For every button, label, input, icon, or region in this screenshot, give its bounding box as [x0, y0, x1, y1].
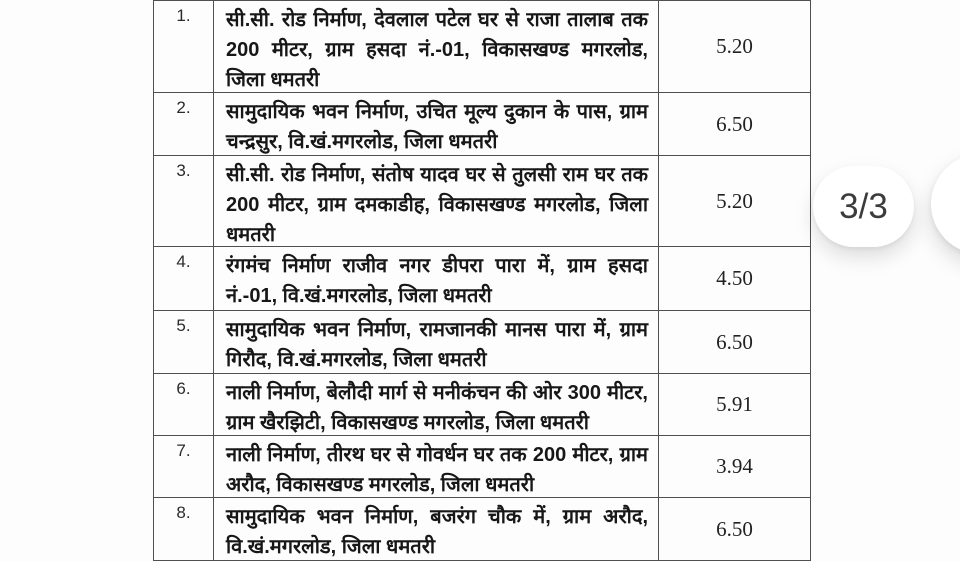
description-cell: नाली निर्माण, बेलौदी मार्ग से मनीकंचन की ओर 300 मीटर, ग्राम खैरझिटी, विकासखण्ड मगरलोड, जिला धमतरी	[214, 374, 659, 435]
serial-cell: 2.	[154, 93, 214, 155]
amount-cell: 4.50	[716, 266, 753, 290]
amount-cell: 6.50	[716, 111, 753, 136]
serial-cell: 8.	[154, 498, 214, 560]
description-cell: सी.सी. रोड निर्माण, देवलाल पटेल घर से राजा तालाब तक 200 मीटर, ग्राम हसदा नं.-01, विकासखण्ड मगरलोड, जिला धमतरी	[214, 1, 659, 92]
serial-cell: 5.	[154, 311, 214, 373]
page-indicator-label: 3/3	[839, 186, 888, 226]
table-row	[154, 247, 810, 311]
description-cell: रंगमंच निर्माण राजीव नगर डीपरा पारा में, ग्राम हसदा नं.-01, वि.खं.मगरलोड, जिला धमतरी	[214, 247, 659, 310]
description-cell: सामुदायिक भवन निर्माण, बजरंग चौक में, ग्राम अरौद, वि.खं.मगरलोड, जिला धमतरी	[214, 498, 659, 560]
page-indicator	[813, 166, 914, 247]
amount-cell: 6.50	[716, 329, 753, 354]
amount-cell: 6.50	[716, 516, 753, 541]
table-row	[154, 156, 810, 247]
amount-cell: 5.20	[716, 34, 753, 58]
description-cell: नाली निर्माण, तीरथ घर से गोवर्धन घर तक 200 मीटर, ग्राम अरौद, विकासखण्ड मगरलोड, जिला धमतरी	[214, 436, 659, 497]
description-cell: सी.सी. रोड निर्माण, संतोष यादव घर से तुलसी राम घर तक 200 मीटर, ग्राम दमकाडीह, विकासखण्ड मगरलोड, जिला धमतरी	[214, 156, 659, 246]
serial-cell: 4.	[154, 247, 214, 310]
description-cell: सामुदायिक भवन निर्माण, रामजानकी मानस पारा में, ग्राम गिरौद, वि.खं.मगरलोड, जिला धमतरी	[214, 311, 659, 373]
amount-cell: 5.91	[716, 392, 753, 416]
table-row	[154, 374, 810, 436]
table-row	[154, 93, 810, 156]
description-cell: सामुदायिक भवन निर्माण, उचित मूल्य दुकान के पास, ग्राम चन्द्रसुर, वि.खं.मगरलोड, जिला धमतरी	[214, 93, 659, 155]
works-table	[153, 0, 811, 561]
table-row	[154, 1, 810, 93]
table-row	[154, 436, 810, 498]
amount-cell: 3.94	[716, 454, 753, 478]
floating-action-button[interactable]	[931, 154, 960, 254]
serial-cell: 3.	[154, 156, 214, 246]
serial-cell: 1.	[154, 1, 214, 92]
amount-cell: 5.20	[716, 188, 753, 213]
table-row	[154, 498, 810, 561]
serial-cell: 7.	[154, 436, 214, 497]
serial-cell: 6.	[154, 374, 214, 435]
table-row	[154, 311, 810, 374]
